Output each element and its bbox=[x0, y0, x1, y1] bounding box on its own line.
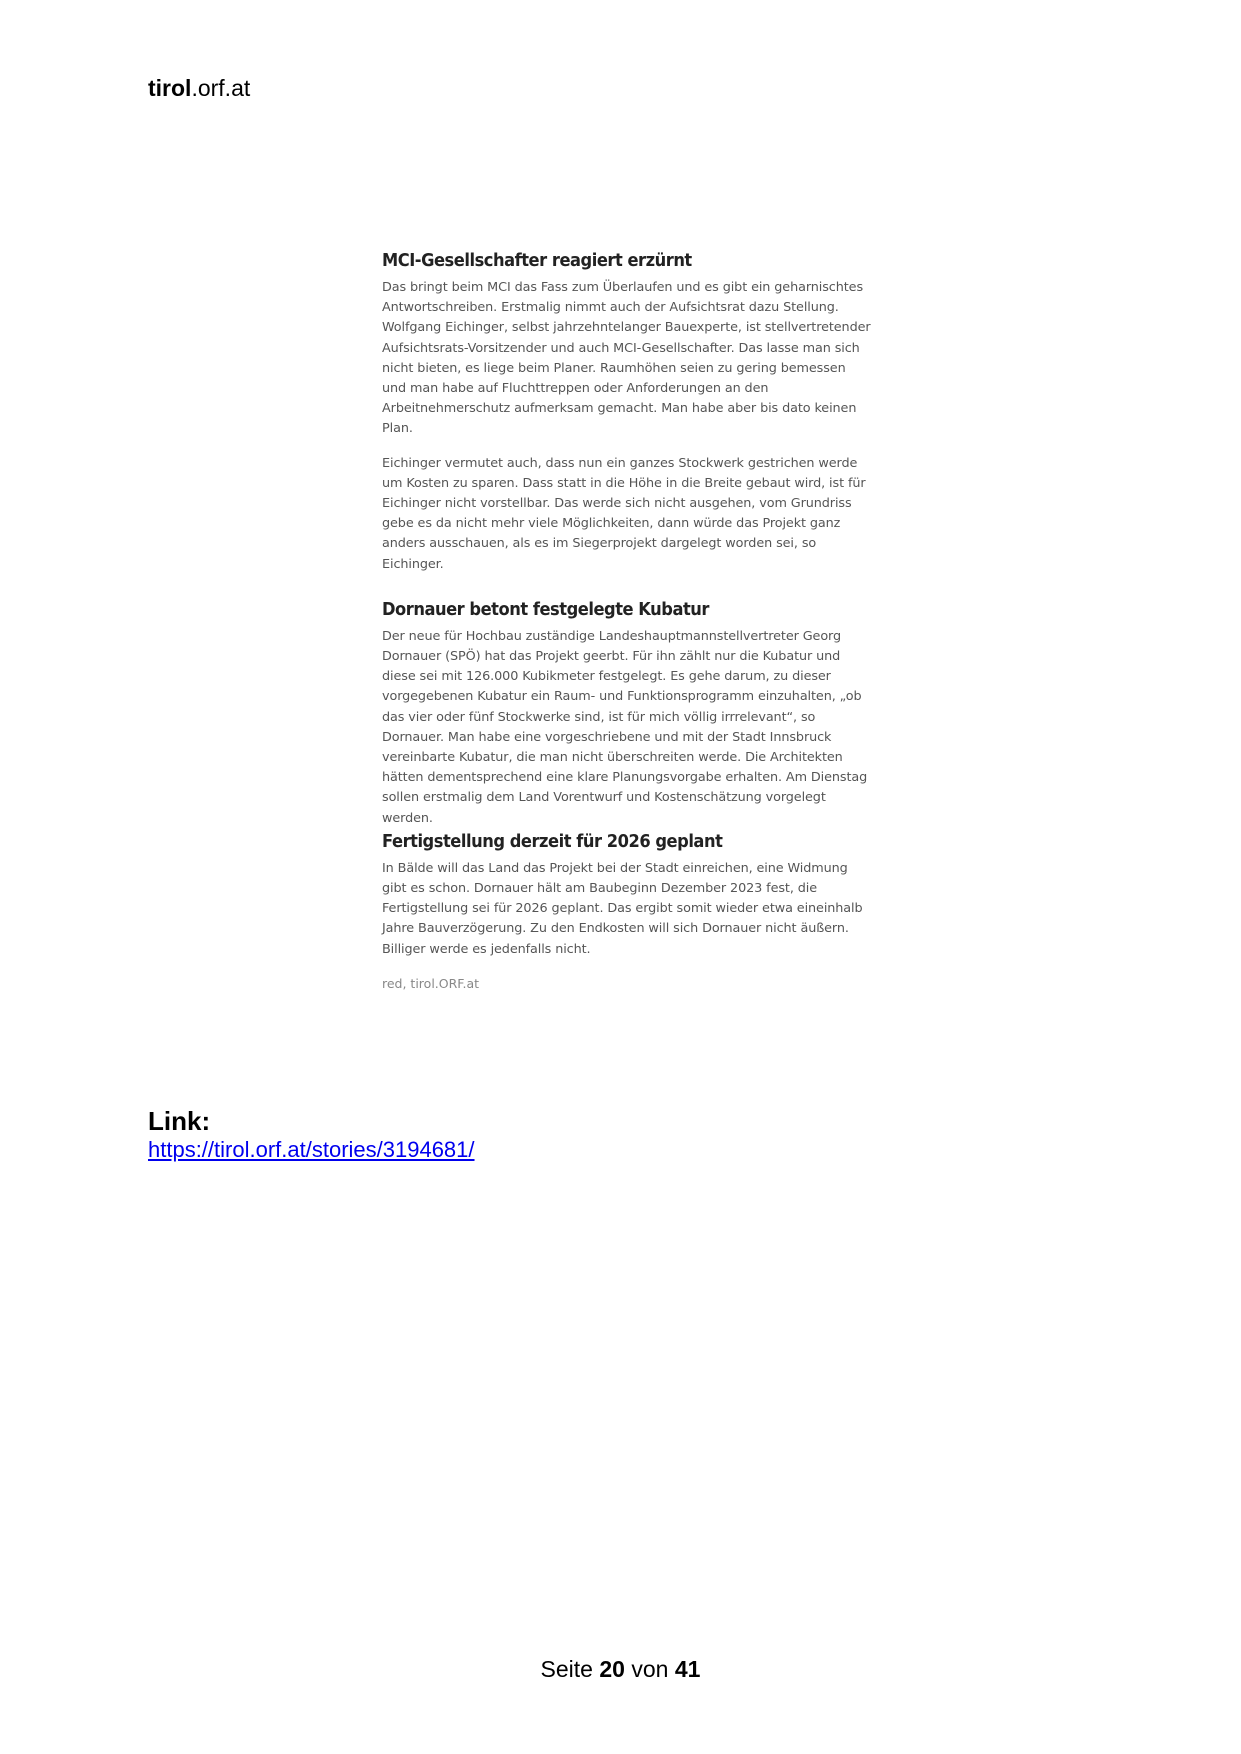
page-number: 20 bbox=[599, 1656, 625, 1682]
link-label: Link: bbox=[148, 1106, 211, 1136]
article-screenshot bbox=[382, 248, 872, 991]
article-paragraph: In Bälde will das Land das Projekt bei der Stadt einreichen, eine Widmung gibt es schon. Dornauer hält am Baubeginn Dezember 2023 fest, die Fertigstellung sei für 2026 geplant. Das ergibt somit wieder etwa eineinhalb Jahre Bauverzögerung. Zu den Endkosten will sich Dornauer nicht äußern. Billiger werde es jedenfalls nicht. bbox=[382, 860, 863, 957]
site-domain: .orf.at bbox=[191, 75, 251, 101]
site-header bbox=[148, 74, 250, 102]
page-middle: von bbox=[631, 1656, 669, 1682]
section-heading: MCI-Gesellschafter reagiert erzürnt bbox=[382, 251, 692, 271]
page-footer bbox=[0, 1655, 1241, 1683]
article-paragraph: Das bringt beim MCI das Fass zum Überlaufen und es gibt ein geharnischtes Antwortschreiben. Erstmalig nimmt auch der Aufsichtsrat dazu Stellung. Wolfgang Eichinger, selbst jahrzehntelanger Bauexperte, ist stellvertretender Aufsichtsrats-Vorsitzender und auch MCI-Gesellschafter. Das lasse man sich nicht bieten, es liege beim Planer. Raumhöhen seien zu gering bemessen und man habe auf Fluchttreppen oder Anforderungen an den Arbeitnehmerschutz aufmerksam gemacht. Man habe aber bis dato keinen Plan. bbox=[382, 280, 871, 437]
site-brand: tirol bbox=[148, 75, 192, 101]
page-prefix: Seite bbox=[540, 1656, 593, 1682]
article-source: red, tirol.ORF.at bbox=[382, 975, 480, 991]
section-heading: Fertigstellung derzeit für 2026 geplant bbox=[382, 831, 723, 852]
article-paragraph: Eichinger vermutet auch, dass nun ein ganzes Stockwerk gestrichen werde um Kosten zu sparen. Dass statt in die Höhe in die Breite gebaut wird, ist für Eichinger nicht vorstellbar. Das werde sich nicht ausgehen, vom Grundriss gebe es da nicht mehr viele Möglichkeiten, dann würde das Projekt ganz anders ausschauen, als es im Siegerprojekt dargelegt worden sei, so Eichinger. bbox=[382, 455, 866, 572]
story-link[interactable]: https://tirol.orf.at/stories/3194681/ bbox=[148, 1137, 475, 1162]
page-total: 41 bbox=[674, 1656, 701, 1682]
section-heading: Dornauer betont festgelegte Kubatur bbox=[382, 599, 709, 620]
article-paragraph: Der neue für Hochbau zuständige Landeshauptmannstellvertreter Georg Dornauer (SPÖ) hat das Projekt geerbt. Für ihn zählt nur die Kubatur und diese sei mit 126.000 Kubikmeter festgelegt. Es gehe darum, zu dieser vorgegebenen Kubatur ein Raum- und Funktionsprogramm einzuhalten, „ob das vier oder fünf Stockwerke sind, ist für mich völlig irrrelevant“, so Dornauer. Man habe eine vorgeschriebene und mit der Stadt Innsbruck vereinbarte Kubatur, die man nicht überschreiten werde. Die Architekten hätten dementsprechend eine klare Planungsvorgabe erhalten. Am Dienstag sollen erstmalig dem Land Vorentwurf und Kostenschätzung vorgelegt werden. bbox=[382, 628, 868, 826]
link-block bbox=[148, 1106, 475, 1164]
